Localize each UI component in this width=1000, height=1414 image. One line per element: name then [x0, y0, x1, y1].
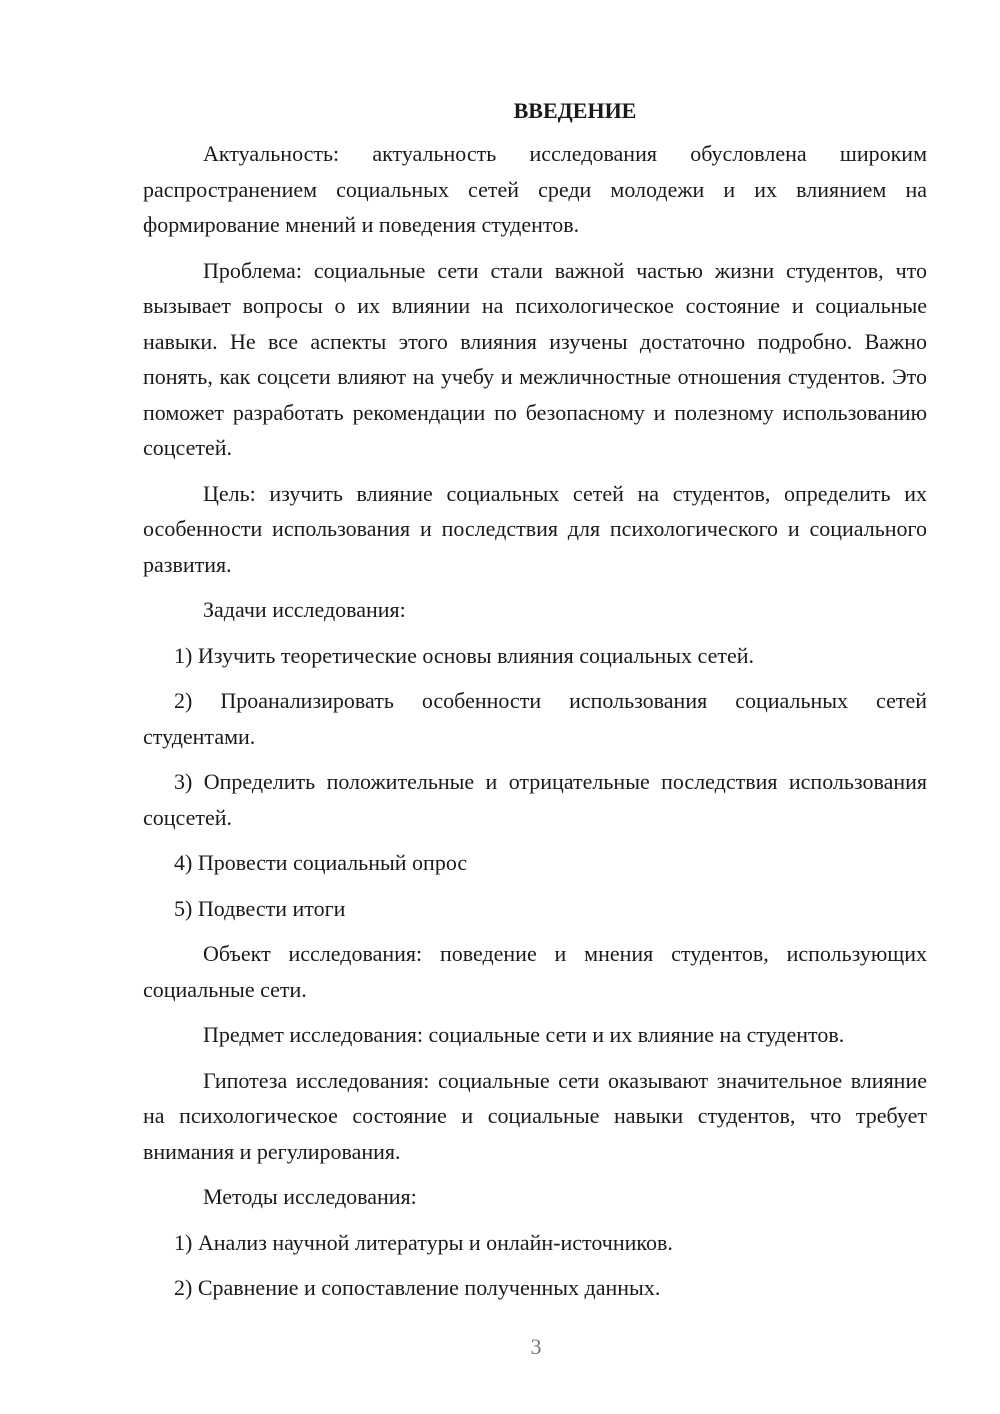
- tasks-heading: Задачи исследования:: [203, 597, 406, 622]
- page-number: 3: [530, 1334, 542, 1359]
- problem-paragraph: Проблема: социальные сети стали важной частью жизни студентов, что вызывает вопросы о их влиянии на психологическое состояние и социальные навыки. Не все аспекты этого влияния изучены достаточно подробно. Важно понять, как соцсети влияют на учебу и межличностные отношения студентов. Это поможет разработать рекомендации по безопасному и полезному использованию соцсетей.: [143, 257, 927, 460]
- task-item-5: 5) Подвести итоги: [174, 895, 346, 921]
- object-paragraph: Объект исследования: поведение и мнения студентов, использующих социальные сети.: [143, 941, 927, 1002]
- methods-heading: Методы исследования:: [203, 1184, 417, 1209]
- task-item-1: 1) Изучить теоретические основы влияния социальных сетей.: [174, 642, 755, 668]
- subject-paragraph: Предмет исследования: социальные сети и их влияние на студентов.: [203, 1022, 845, 1047]
- task-item-4: 4) Провести социальный опрос: [174, 850, 468, 875]
- page-content: [143, 96, 927, 1316]
- task-item-3: 3) Определить положительные и отрицательные последствия использования соцсетей.: [143, 769, 927, 830]
- method-item-2: 2) Сравнение и сопоставление полученных данных.: [174, 1275, 661, 1300]
- goal-paragraph: Цель: изучить влияние социальных сетей на студентов, определить их особенности использования и последствия для психологического и социального развития.: [143, 480, 927, 577]
- hypothesis-paragraph: Гипотеза исследования: социальные сети оказывают значительное влияние на психологическое состояние и социальные навыки студентов, что требует внимания и регулирования.: [143, 1067, 927, 1164]
- section-title: ВВЕДЕНИЕ: [513, 98, 637, 123]
- relevance-paragraph: Актуальность: актуальность исследования обусловлена широким распространением социальных сетей среди молодежи и их влиянием на формирование мнений и поведения студентов.: [143, 141, 927, 237]
- task-item-2: 2) Проанализировать особенности использования социальных сетей студентами.: [143, 688, 927, 749]
- method-item-1: 1) Анализ научной литературы и онлайн-источников.: [174, 1229, 673, 1255]
